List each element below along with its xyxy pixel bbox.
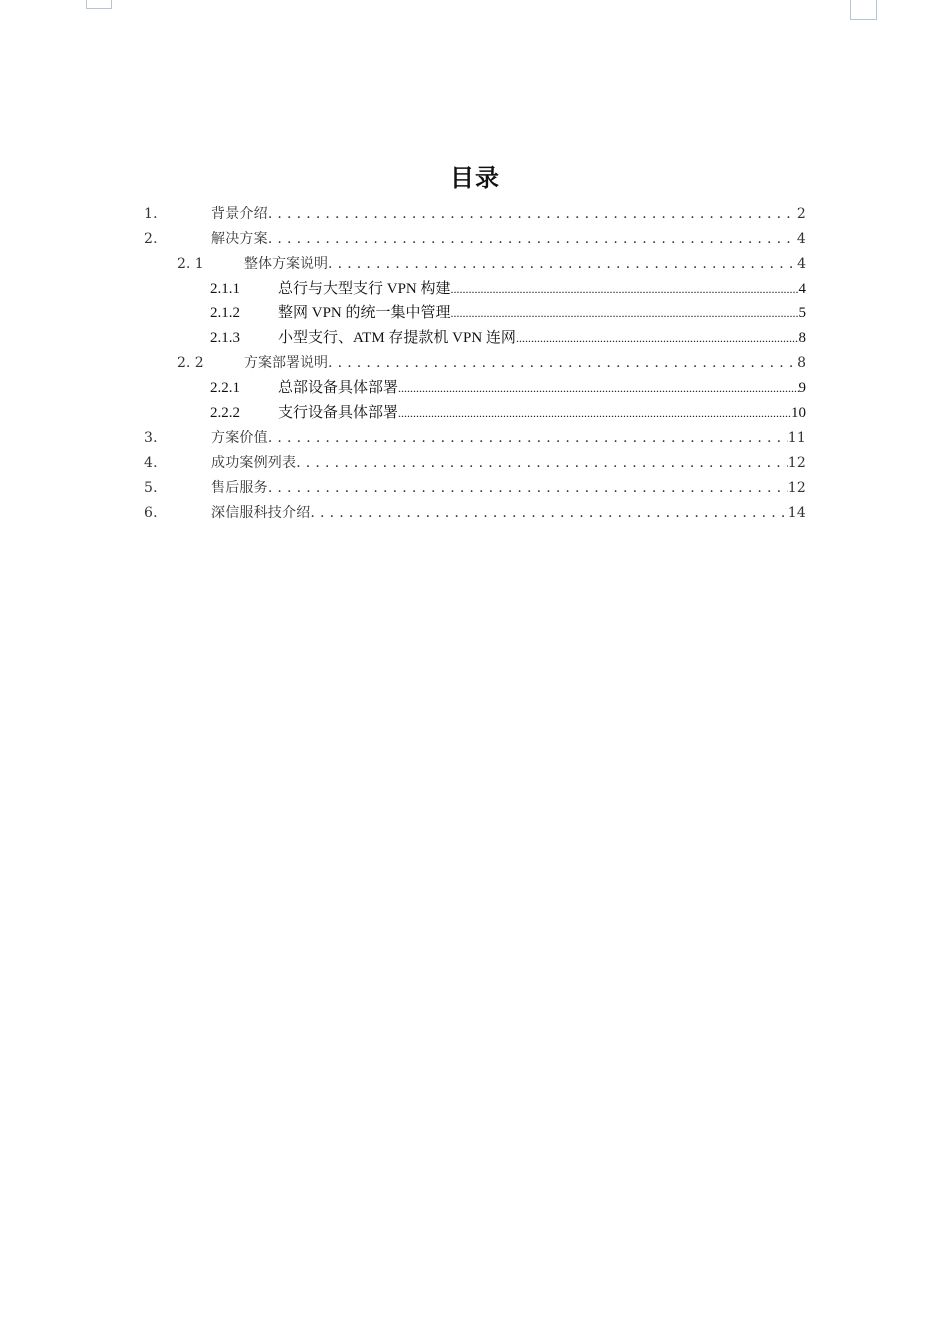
toc-entry[interactable] [144, 349, 806, 374]
toc-entry-number: 5. [144, 479, 158, 496]
page-corner-mark-right [850, 0, 877, 20]
toc-entry[interactable] [144, 449, 806, 474]
toc-entry-label: 支行设备具体部署 [278, 405, 399, 422]
toc-entry-page: 2 [796, 205, 806, 222]
toc-dot-leader [398, 377, 798, 399]
toc-entry-label: 方案部署说明 [244, 355, 328, 372]
toc-entry-number: 2. 2 [177, 355, 204, 372]
toc-entry-page: 5 [798, 305, 806, 322]
toc-entry[interactable] [144, 300, 806, 325]
toc-entry-page: 4 [798, 280, 806, 297]
toc-entry-number: 3. [144, 429, 158, 446]
toc-entry-page: 11 [787, 429, 806, 446]
toc-entry-number: 4. [144, 454, 158, 471]
toc-dot-leader [268, 427, 788, 449]
toc-entry-label: 整网 VPN 的统一集中管理 [278, 305, 451, 322]
toc-entry-number: 2.1.2 [210, 305, 240, 322]
toc-dot-leader [296, 452, 788, 474]
toc-entry[interactable] [144, 250, 806, 275]
toc-entry[interactable] [144, 474, 806, 499]
toc-entry-number: 2. [144, 230, 158, 247]
toc-dot-leader [451, 278, 799, 300]
toc-entry-page: 8 [797, 355, 806, 372]
toc-entry-label: 解决方案 [211, 230, 268, 247]
toc-entry-page: 14 [787, 504, 806, 521]
toc-dot-leader [451, 302, 799, 324]
toc-entry-number: 2. 1 [177, 255, 204, 272]
toc-entry[interactable] [144, 399, 806, 424]
toc-entry[interactable] [144, 225, 806, 250]
toc-entry-number: 1. [144, 205, 158, 222]
toc-entry[interactable] [144, 374, 806, 399]
toc-entry[interactable] [144, 424, 806, 449]
toc-entry[interactable] [144, 499, 806, 524]
toc-dot-leader [310, 502, 787, 524]
toc-entry-label: 成功案例列表 [211, 454, 297, 471]
toc-dot-leader [516, 327, 799, 349]
toc-entry-page: 4 [796, 230, 806, 247]
toc-entry-label: 深信服科技介绍 [211, 504, 311, 521]
toc-entry-page: 12 [787, 479, 806, 496]
toc-title: 目录 [450, 163, 500, 192]
toc-entry-page: 4 [797, 255, 806, 272]
table-of-contents [144, 200, 806, 524]
toc-entry-label: 售后服务 [211, 479, 268, 496]
toc-entry[interactable] [144, 275, 806, 300]
toc-entry-number: 2.1.3 [210, 330, 240, 347]
toc-entry[interactable] [144, 200, 806, 225]
toc-dot-leader [268, 228, 797, 250]
toc-entry-number: 2.2.2 [210, 405, 240, 422]
toc-entry-label: 总行与大型支行 VPN 构建 [278, 280, 451, 297]
toc-entry-label: 背景介绍 [211, 205, 268, 222]
toc-entry-label: 整体方案说明 [244, 255, 328, 272]
toc-dot-leader [268, 203, 797, 225]
toc-entry-label: 总部设备具体部署 [278, 380, 399, 397]
toc-entry-number: 6. [144, 504, 158, 521]
toc-entry-label: 方案价值 [211, 429, 268, 446]
toc-entry-page: 10 [791, 405, 806, 422]
toc-entry[interactable] [144, 324, 806, 349]
toc-entry-page: 9 [798, 380, 806, 397]
toc-entry-label: 小型支行、ATM 存提款机 VPN 连网 [278, 330, 516, 347]
toc-entry-number: 2.2.1 [210, 380, 240, 397]
toc-dot-leader [328, 352, 797, 374]
toc-dot-leader [268, 477, 788, 499]
toc-entry-page: 12 [787, 454, 806, 471]
toc-dot-leader [398, 402, 791, 424]
toc-entry-number: 2.1.1 [210, 280, 240, 297]
toc-entry-page: 8 [798, 330, 806, 347]
page-corner-mark-left [86, 0, 112, 9]
toc-dot-leader [328, 253, 797, 275]
